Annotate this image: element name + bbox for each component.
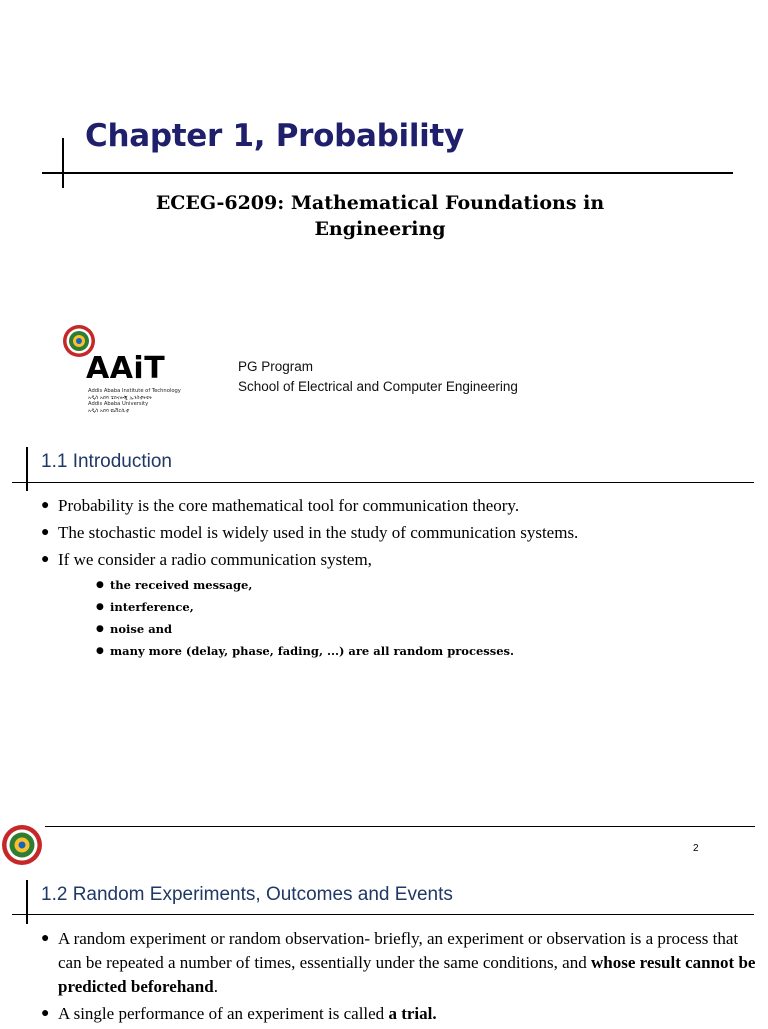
section1-bullet-list	[38, 494, 763, 665]
list-item	[38, 927, 763, 999]
list-item	[38, 494, 763, 518]
course-subtitle-line1: ECEG-6209: Mathematical Foundations in	[155, 192, 605, 214]
list-item	[38, 521, 763, 545]
bullet-dot-icon: ●	[41, 931, 50, 946]
bullet-dot-icon: ●	[41, 498, 50, 513]
aait-logo-line2: አዲስ አበባ ቴክኖሎጂ ኢንስቲትዩት	[88, 394, 153, 401]
bullet-text-end: .	[213, 977, 218, 996]
list-item	[96, 596, 763, 618]
footer-emblem-icon	[1, 824, 43, 866]
bullet-dot-icon: ●	[41, 1006, 50, 1021]
section1-heading: 1.1 Introduction	[41, 451, 172, 472]
course-subtitle-line2: Engineering	[314, 218, 446, 240]
title-horizontal-rule	[42, 172, 733, 174]
sub-bullet-text: interference,	[110, 600, 194, 614]
aait-logo-line1: Addis Ababa Institute of Technology	[88, 388, 181, 394]
list-item	[38, 548, 763, 662]
list-item	[96, 618, 763, 640]
section1-horizontal-rule	[12, 482, 754, 483]
list-item	[96, 574, 763, 596]
bullet-text: If we consider a radio communication system,	[58, 550, 372, 569]
bullet-emphasis: whose result cannot be predicted beforehand	[58, 953, 756, 996]
aait-logo	[60, 322, 220, 426]
bullet-text: Probability is the core mathematical tool for communication theory.	[58, 496, 520, 515]
aait-logo-line4: አዲስ አበባ ዩኒቨርሲቲ	[88, 407, 129, 414]
bullet-dot-icon: ●	[96, 646, 104, 656]
bullet-dot-icon: ●	[96, 624, 104, 634]
sub-bullet-list	[58, 574, 763, 662]
bullet-text: A single performance of an experiment is called	[58, 1004, 389, 1023]
footer-rule	[45, 826, 755, 827]
list-item	[38, 1002, 763, 1026]
bullet-text: The stochastic model is widely used in the study of communication systems.	[58, 523, 579, 542]
school-label: School of Electrical and Computer Engineering	[238, 379, 518, 394]
aait-logo-caption	[88, 388, 181, 414]
bullet-emphasis: a trial.	[388, 1004, 437, 1023]
bullet-dot-icon: ●	[41, 525, 50, 540]
program-info	[238, 357, 518, 397]
sub-bullet-text: the received message,	[110, 578, 253, 592]
bullet-dot-icon: ●	[41, 552, 50, 567]
course-subtitle	[120, 190, 640, 242]
sub-bullet-text: many more (delay, phase, fading, ...) are all random processes.	[110, 644, 515, 658]
bullet-dot-icon: ●	[96, 580, 104, 590]
program-label: PG Program	[238, 359, 314, 374]
page-number: 2	[693, 843, 699, 854]
section2-vertical-rule	[26, 880, 28, 924]
bullet-dot-icon: ●	[96, 602, 104, 612]
section1-vertical-rule	[26, 447, 28, 491]
title-vertical-rule	[62, 138, 64, 188]
section2-bullet-list	[38, 927, 763, 1029]
bullet-text: A random experiment or random observation- briefly, an experiment or observation is a process that can be repeated a number of times, essentially under the same conditions, and	[58, 929, 739, 972]
list-item	[96, 640, 763, 662]
section2-heading: 1.2 Random Experiments, Outcomes and Events	[41, 884, 453, 905]
aait-logo-line3: Addis Ababa University	[88, 401, 149, 408]
sub-bullet-text: noise and	[110, 622, 173, 636]
chapter-title: Chapter 1, Probability	[85, 118, 464, 154]
aait-logo-wordmark: AAiT	[86, 351, 166, 386]
section2-horizontal-rule	[12, 914, 754, 915]
